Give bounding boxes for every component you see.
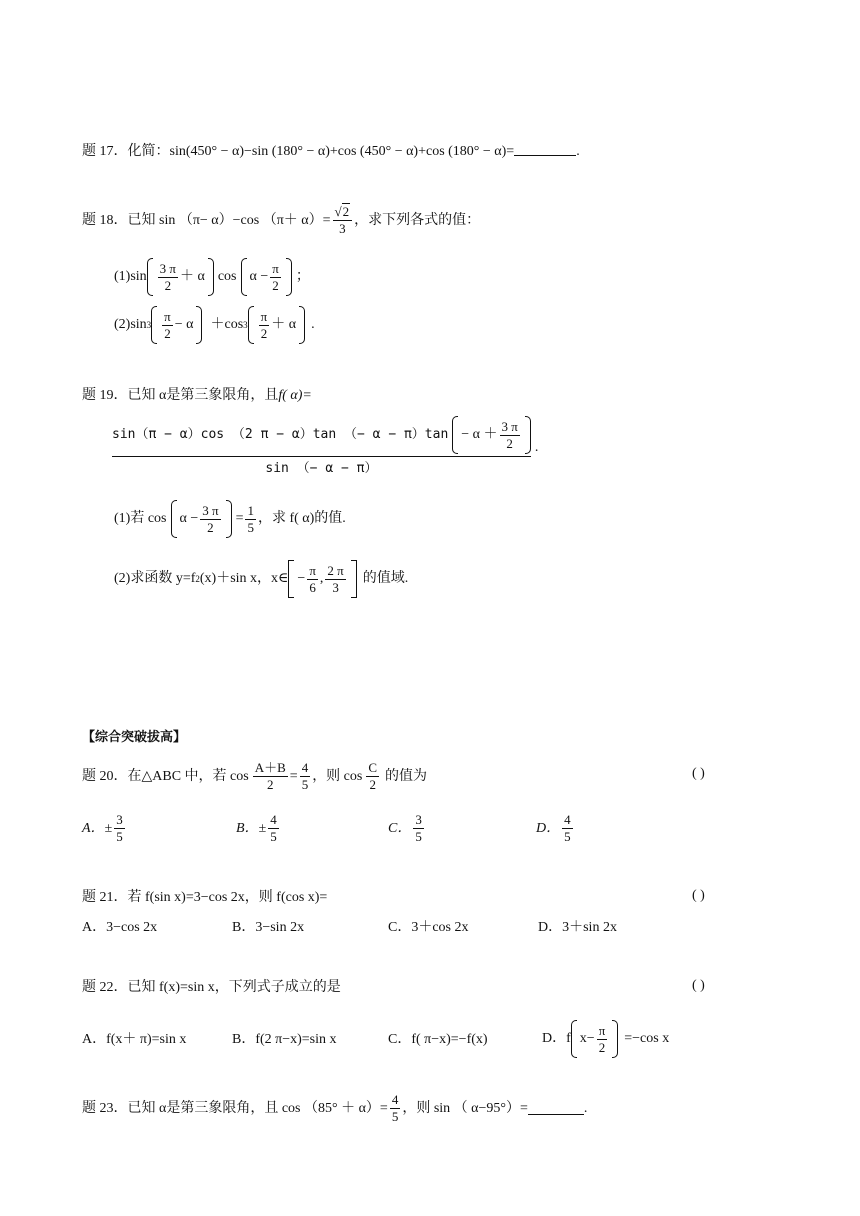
- bracket-tail: − α: [174, 317, 194, 332]
- q19-num-bracket: [452, 416, 531, 454]
- question-18: [82, 204, 480, 237]
- q18-frac-num: 2: [342, 204, 350, 219]
- option-label: D．f: [542, 1031, 571, 1046]
- frac-den: 5: [415, 829, 422, 844]
- q19-p2-pre: (2)求函数 y=f: [114, 571, 196, 586]
- q20-tail: 的值为: [385, 768, 428, 784]
- q17-expr: sin(450° − α)−sin (180° − α)+cos (450° − α)+cos (180° − α)=: [169, 144, 515, 159]
- answer-paren[interactable]: ( ): [692, 888, 705, 903]
- q18-fraction: $\frac{√2}{3}$: [333, 204, 353, 237]
- equals: =: [235, 511, 244, 526]
- frac-den: 2: [200, 519, 220, 536]
- q18-label: 题 18．已知 sin （π− α）−cos （π＋ α）=: [82, 212, 331, 228]
- q19-p1-tail: ，求 f( α)的值.: [257, 511, 346, 526]
- question-22: 题 22．已知 f(x)=sin x，下列式子成立的是: [82, 980, 341, 995]
- frac-num: 3: [116, 812, 123, 827]
- frac-den: 2: [597, 1039, 608, 1056]
- q19-p1-bracket: [171, 500, 232, 538]
- q20-mid: ，则 cos: [312, 768, 363, 784]
- q18-p1-pre: (1)sin: [114, 269, 147, 284]
- q21-option-a[interactable]: A．3−cos 2x: [82, 920, 158, 935]
- equals: =: [289, 768, 298, 784]
- q18-p1-bracket-a: [147, 258, 214, 296]
- q19-p2-interval: − $\frac{\pi}{6}$ , $\frac{2 \pi}{3}$: [288, 560, 356, 598]
- q18-part-1: [114, 258, 310, 296]
- q19-denominator: sin （− α − π）: [112, 456, 531, 479]
- frac-den: 2: [259, 325, 270, 342]
- option-label: B．±: [236, 820, 267, 836]
- frac-num: 4: [301, 760, 309, 775]
- bracket-head: α −: [249, 269, 269, 284]
- frac-den: 5: [116, 829, 123, 844]
- frac-num: π: [272, 260, 279, 276]
- frac-den: 2: [158, 277, 178, 294]
- answer-blank[interactable]: [528, 1102, 584, 1115]
- q20-option-c[interactable]: [388, 812, 426, 845]
- bracket-tail: ＋ α: [180, 269, 205, 284]
- frac-den: 2: [366, 776, 379, 793]
- bracket-head: α −: [179, 511, 199, 526]
- q19-big-fraction: [112, 416, 538, 479]
- question-17: [82, 142, 580, 162]
- frac-den: 2: [500, 435, 520, 452]
- frac-num: 4: [391, 1092, 399, 1107]
- frac-num: 4: [564, 812, 571, 827]
- q20-option-d[interactable]: [536, 812, 575, 845]
- q18-p2-mid: ＋cos: [210, 317, 244, 332]
- q22-option-c[interactable]: C．f( π−x)=−f(x): [388, 1032, 488, 1047]
- q19-part-2: [114, 560, 408, 598]
- q19-fraction: [112, 416, 531, 479]
- q18-part-2: [114, 306, 315, 344]
- frac-num: 3 π: [159, 260, 176, 276]
- frac-den: 5: [564, 829, 571, 844]
- q23-end: .: [583, 1100, 588, 1116]
- frac-num: 2 π: [327, 562, 344, 578]
- q21-option-c[interactable]: C．3＋cos 2x: [388, 920, 469, 935]
- q18-tail: ，求下列各式的值：: [354, 212, 481, 228]
- question-19: [82, 386, 312, 406]
- q20-option-a[interactable]: [82, 812, 127, 845]
- q21-option-d[interactable]: D．3＋sin 2x: [538, 920, 617, 935]
- frac-den: 2: [253, 776, 288, 793]
- q19-num-expr: sin（π − α）cos （2 π − α）tan （− α − π）tan: [112, 427, 449, 442]
- q19-end: .: [534, 439, 539, 455]
- frac-num: 3 π: [202, 502, 219, 518]
- frac-num: 3: [415, 812, 422, 827]
- q18-p1-end: ；: [295, 269, 310, 284]
- q23-mid: ，则 sin （ α−95°）=: [402, 1100, 528, 1116]
- option-label: C．: [388, 820, 412, 836]
- q17-end: .: [576, 144, 580, 159]
- q19-p1-pre: (1)若 cos: [114, 511, 167, 526]
- bracket-tail: ＋ α: [271, 317, 297, 332]
- q20-option-b[interactable]: [236, 812, 281, 845]
- q18-frac-den: 3: [333, 220, 353, 237]
- option-tail: =−cos x: [624, 1031, 670, 1046]
- frac-den: 2: [270, 277, 281, 294]
- frac-num: 3 π: [501, 418, 518, 434]
- q21-option-b[interactable]: B．3−sin 2x: [232, 920, 305, 935]
- q18-p2-end: .: [311, 317, 315, 332]
- question-21: 题 21．若 f(sin x)=3−cos 2x，则 f(cos x)=: [82, 890, 328, 905]
- exponent: 3: [243, 320, 248, 330]
- answer-blank[interactable]: [514, 143, 576, 156]
- bracket-head: − α ＋: [461, 427, 498, 442]
- q22-option-a[interactable]: A．f(x＋ π)=sin x: [82, 1032, 187, 1047]
- q19-label: 题 19．已知 α是第三象限角，且: [82, 388, 279, 403]
- q18-p1-mid: cos: [217, 269, 237, 284]
- frac-num: A＋B: [254, 760, 286, 775]
- frac-num: 4: [270, 812, 277, 827]
- frac-den: 5: [270, 829, 277, 844]
- frac-num: π: [260, 308, 268, 324]
- q22-option-d[interactable]: [542, 1020, 669, 1058]
- answer-paren[interactable]: ( ): [692, 766, 705, 781]
- q18-p1-bracket-b: [241, 258, 292, 296]
- q19-p2-tail: 的值域.: [362, 571, 409, 586]
- q19-numerator: [112, 416, 531, 456]
- q19-p2-mid: (x)＋sin x，x∈: [199, 571, 289, 586]
- option-label: D．: [536, 820, 561, 836]
- frac-num: 1: [247, 502, 254, 518]
- frac-den: 5: [391, 1109, 399, 1124]
- frac-num: π: [309, 562, 316, 578]
- frac-den: 3: [325, 579, 345, 596]
- q20-label: 题 20．在△ABC 中，若 cos: [82, 768, 249, 784]
- exponent: 2: [195, 574, 200, 584]
- answer-paren[interactable]: ( ): [692, 978, 705, 993]
- frac-den: 5: [247, 519, 254, 535]
- frac-den: 2: [162, 325, 173, 342]
- frac-num: C: [368, 760, 378, 775]
- q22-d-bracket: [571, 1020, 618, 1058]
- q19-f-alpha: f( α)=: [278, 388, 312, 403]
- q22-option-b[interactable]: B．f(2 π−x)=sin x: [232, 1032, 337, 1047]
- q19-part-1: [114, 500, 346, 538]
- q17-label: 题 17．化简：: [82, 144, 170, 159]
- question-20: [82, 760, 427, 793]
- section-header: 【综合突破拔高】: [82, 730, 187, 745]
- q18-p2-pre: (2)sin: [114, 317, 147, 332]
- question-23: [82, 1092, 587, 1125]
- frac-num: π: [164, 308, 171, 324]
- frac-num: π: [598, 1022, 606, 1038]
- frac-den: 6: [307, 579, 318, 596]
- q18-p2-bracket-b: [248, 306, 305, 344]
- exponent: 3: [146, 320, 152, 330]
- option-label: A．±: [82, 820, 113, 836]
- frac-den: 5: [301, 777, 309, 792]
- q23-label: 题 23．已知 α是第三象限角，且 cos （85° ＋ α）=: [82, 1100, 388, 1116]
- bracket-head: x−: [579, 1031, 595, 1046]
- q18-p2-bracket-a: [151, 306, 202, 344]
